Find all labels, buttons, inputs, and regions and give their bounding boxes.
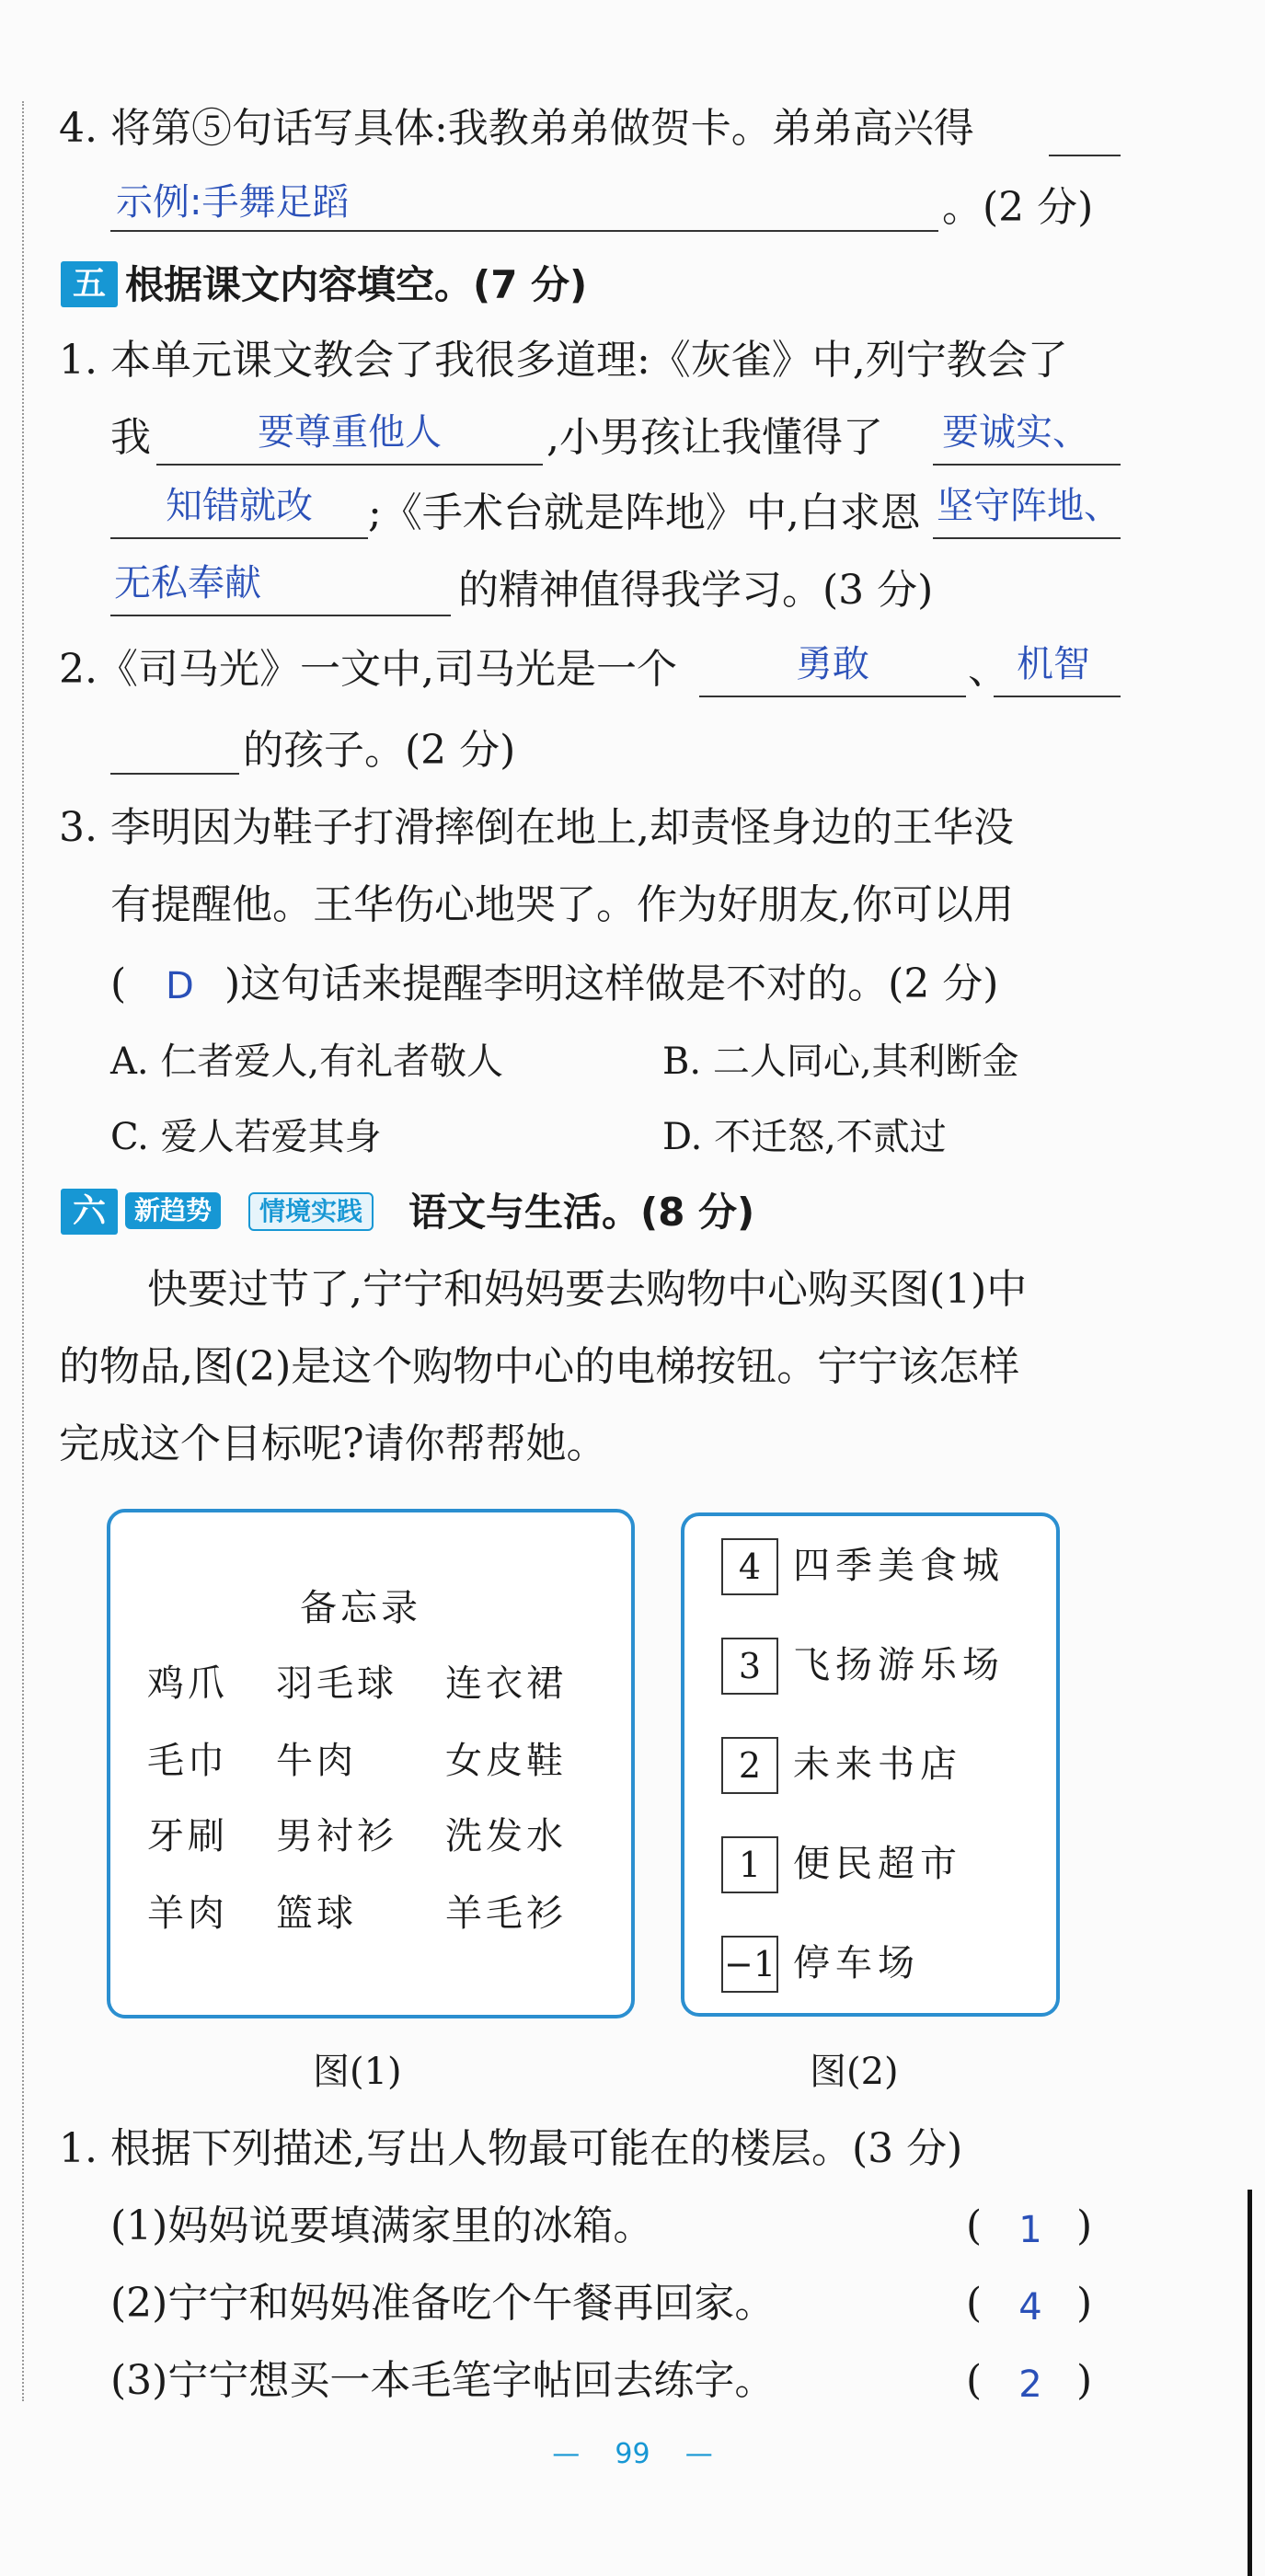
s5-q3-option-d: D. 不迁怒,不贰过 [662, 1116, 947, 1158]
q4-answer: 示例:手舞足蹈 [116, 181, 350, 224]
answer-paren: ( [966, 2357, 983, 2404]
s5-q1-blank-3b [110, 615, 451, 616]
s5-q1-line3-mid: ;《手术台就是阵地》中,白求恩 [368, 489, 921, 536]
margin-dotted-line [22, 101, 24, 2401]
q4-blank-end [1049, 155, 1121, 156]
memo-item: 洗发水 [445, 1815, 567, 1857]
answer-paren: ) [1076, 2202, 1093, 2249]
answer-paren: ( [966, 2280, 983, 2327]
s5-q2-blank-2-cont [110, 773, 239, 775]
section-6-badge: 六 [61, 1189, 118, 1235]
figure-2-caption: 图(2) [810, 2051, 899, 2093]
memo-item: 篮球 [276, 1892, 357, 1935]
s5-q1-blank-1 [156, 464, 543, 466]
q4-score: 。(2 分) [942, 184, 1094, 231]
floor-label-2: 未来书店 [793, 1743, 962, 1786]
s5-q3-option-c: C. 爱人若爱其身 [110, 1116, 382, 1158]
s5-q1-line2-mid: ,小男孩让我懂得了 [546, 414, 883, 461]
s5-q3-option-a: A. 仁者爱人,有礼者敬人 [110, 1041, 504, 1083]
s6-q1-item-3: (3)宁宁想买一本毛笔字帖回去练字。 [110, 2357, 776, 2404]
s5-q1-line1: 1. 本单元课文教会了我很多道理:《灰雀》中,列宁教会了 [59, 337, 1068, 384]
s5-q1-answer-1: 要尊重他人 [258, 411, 442, 454]
page-number: 99 [615, 2438, 650, 2470]
answer-paren: ) [1076, 2357, 1093, 2404]
s5-q2-sep: 、 [968, 646, 1008, 693]
memo-title: 备忘录 [300, 1587, 421, 1629]
s5-q1-answer-2a: 要诚实、 [942, 411, 1089, 454]
page-edge-bar [1248, 2190, 1252, 2576]
s6-q1-answer-3: 2 [1018, 2363, 1042, 2406]
s5-q3-line2: 有提醒他。王华伤心地哭了。作为好朋友,你可以用 [110, 881, 1014, 928]
s5-q1-blank-2b [110, 537, 368, 539]
memo-item: 毛巾 [147, 1740, 228, 1782]
floor-button-1: 1 [721, 1836, 778, 1893]
s6-q1-prompt: 1. 根据下列描述,写出人物最可能在的楼层。(3 分) [59, 2125, 963, 2172]
footer-dash-left: — [552, 2438, 581, 2470]
s6-q1-item-1: (1)妈妈说要填满家里的冰箱。 [110, 2202, 654, 2249]
section-6-title: 语文与生活。(8 分) [408, 1190, 755, 1235]
s5-q1-blank-3a [933, 537, 1121, 539]
answer-paren: ) [1076, 2280, 1093, 2327]
memo-item: 牛肉 [276, 1740, 357, 1782]
memo-item: 羽毛球 [276, 1662, 397, 1705]
memo-item: 牙刷 [147, 1815, 228, 1857]
floor-label-3: 飞扬游乐场 [793, 1644, 1005, 1686]
s5-q2-tail: 的孩子。(2 分) [243, 727, 516, 774]
s5-q2-prompt: 2.《司马光》一文中,司马光是一个 [59, 646, 677, 693]
memo-item: 羊肉 [147, 1892, 228, 1935]
new-trend-badge: 新趋势 [125, 1192, 221, 1229]
section-5-badge: 五 [61, 261, 118, 307]
floor-button-4: 4 [721, 1538, 778, 1595]
scenario-practice-badge: 情境实践 [248, 1192, 374, 1231]
s5-q2-blank-2 [994, 696, 1121, 697]
s5-q3-line1: 3. 李明因为鞋子打滑摔倒在地上,却责怪身边的王华没 [59, 804, 1014, 851]
floor-label-1: 便民超市 [793, 1843, 962, 1885]
s5-q1-blank-2a [933, 464, 1121, 466]
s5-q1-answer-2b: 知错就改 [166, 485, 313, 527]
memo-item: 男衬衫 [276, 1815, 397, 1857]
floor-label-minus-1: 停车场 [793, 1942, 920, 1984]
s5-q2-answer-1: 勇敢 [796, 643, 869, 685]
s6-intro-1: 快要过节了,宁宁和妈妈要去购物中心购买图(1)中 [147, 1266, 1028, 1313]
q4-prompt: 4. 将第⑤句话写具体:我教弟弟做贺卡。弟弟高兴得 [59, 105, 974, 152]
memo-item: 鸡爪 [147, 1662, 228, 1705]
floor-button-3: 3 [721, 1638, 778, 1695]
floor-button-2: 2 [721, 1737, 778, 1794]
s6-q1-item-2: (2)宁宁和妈妈准备吃个午餐再回家。 [110, 2280, 776, 2327]
footer-dash-right: — [684, 2438, 713, 2470]
memo-item: 连衣裙 [445, 1662, 567, 1705]
s6-q1-answer-2: 4 [1018, 2286, 1042, 2329]
s6-intro-3: 完成这个目标呢?请你帮帮她。 [59, 1420, 607, 1467]
section-5-title: 根据课文内容填空。(7 分) [125, 262, 588, 307]
answer-paren: ( [966, 2202, 983, 2249]
memo-item: 女皮鞋 [445, 1740, 567, 1782]
floor-button-minus-1: −1 [721, 1936, 778, 1993]
memo-item: 羊毛衫 [445, 1892, 567, 1935]
s5-q3-option-b: B. 二人同心,其利断金 [662, 1041, 1019, 1083]
s5-q3-answer: D [166, 965, 194, 1007]
s6-q1-answer-1: 1 [1018, 2209, 1042, 2251]
q4-answer-line [110, 230, 938, 232]
page-footer [0, 2438, 1265, 2470]
figure-1-caption: 图(1) [313, 2051, 402, 2093]
s5-q1-answer-3b: 无私奉献 [114, 562, 261, 604]
s6-intro-2: 的物品,图(2)是这个购物中心的电梯按钮。宁宁该怎样 [59, 1343, 1020, 1390]
s5-q1-line2-pre: 我 [110, 414, 151, 461]
s5-q2-blank-1 [699, 696, 966, 697]
s5-q1-answer-3a: 坚守阵地、 [937, 485, 1121, 527]
floor-label-4: 四季美食城 [793, 1545, 1005, 1587]
s5-q1-line4-tail: 的精神值得我学习。(3 分) [458, 567, 934, 614]
s5-q3-paren-open: ( [110, 960, 127, 1007]
s5-q2-answer-2: 机智 [1017, 643, 1090, 685]
s5-q3-line3-tail: )这句话来提醒李明这样做是不对的。(2 分) [224, 960, 999, 1007]
